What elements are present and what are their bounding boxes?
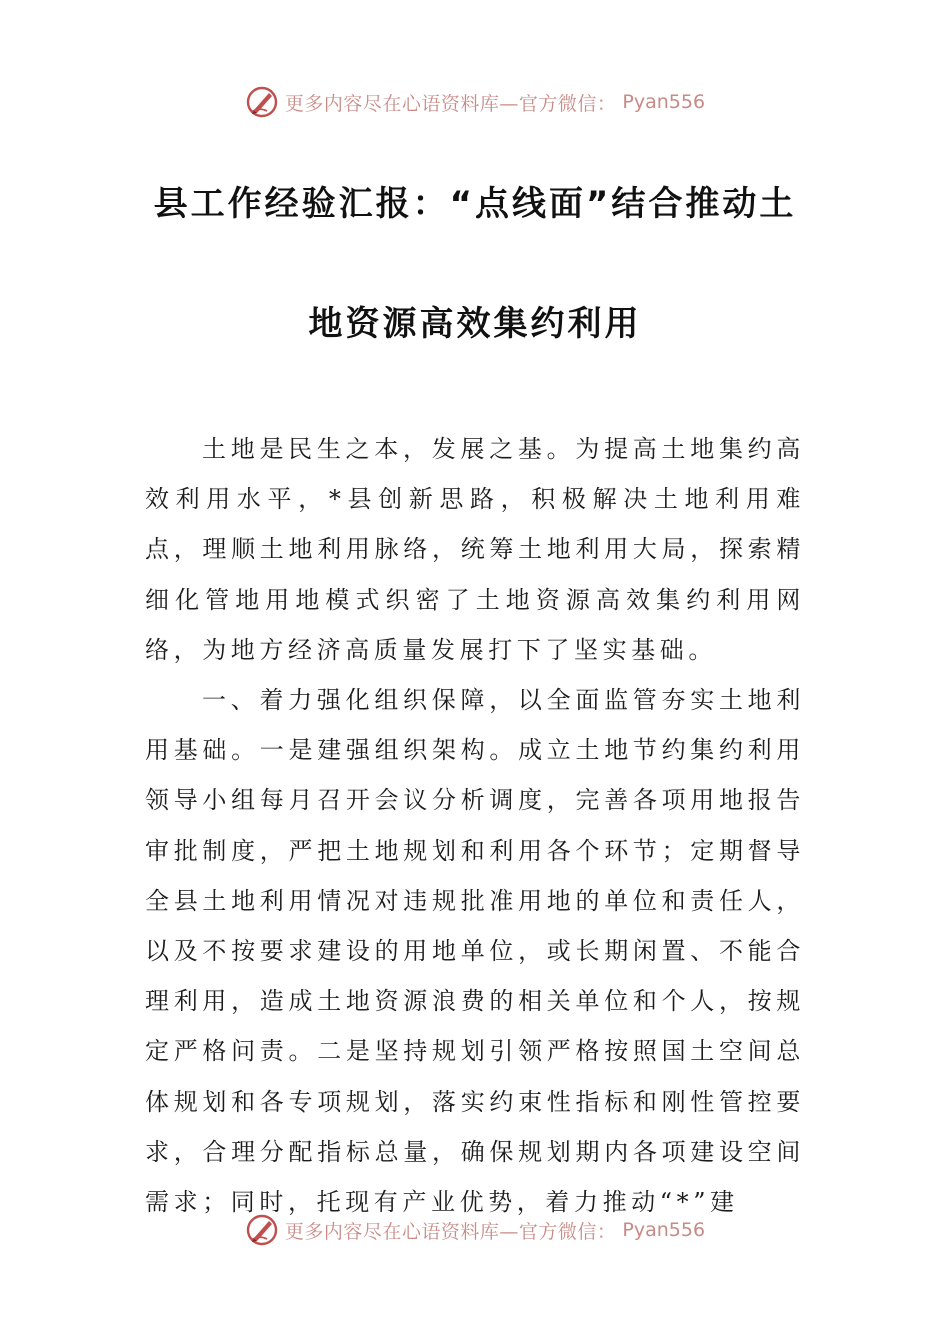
watermark-wechat-id: Pyan556 <box>622 91 706 113</box>
pen-circle-logo-icon <box>245 85 279 119</box>
body-paragraph-1: 土地是民生之本，发展之基。为提高土地集约高效利用水平，*县创新思路，积极解决土地利用难点，理顺土地利用脉络，统筹土地利用大局，探索精细化管地用地模式织密了土地资源高效集约利用网络，为地方经济高质量发展打下了坚实基础。 <box>145 435 805 664</box>
header-watermark <box>0 82 950 122</box>
document-title-line-1: 县工作经验汇报：“点线面”结合推动土 <box>153 184 797 224</box>
pen-circle-logo-icon <box>245 1213 279 1247</box>
watermark-text: 更多内容尽在心语资料库—官方微信： <box>284 1220 617 1243</box>
document-body <box>145 424 805 1227</box>
document-title-line-2: 地资源高效集约利用 <box>308 304 642 344</box>
body-paragraph-2: 一、着力强化组织保障，以全面监管夯实土地利用基础。一是建强组织架构。成立土地节约集约利用领导小组每月召开会议分析调度，完善各项用地报告审批制度，严把土地规划和利用各个环节；定期督导全县土地利用情况对违规批准用地的单位和责任人，以及不按要求建设的用地单位，或长期闲置、不能合理利用，造成土地资源浪费的相关单位和个人，按规定严格问责。二是坚持规划引领严格按照国土空间总体规划和各专项规划，落实约束性指标和刚性管控要求，合理分配指标总量，确保规划期内各项建设空间需求；同时，托现有产业优势，着力推动“*”建 <box>145 686 805 1217</box>
watermark-text: 更多内容尽在心语资料库—官方微信： <box>284 92 617 115</box>
watermark-wechat-id: Pyan556 <box>622 1219 706 1241</box>
footer-watermark <box>0 1210 950 1250</box>
